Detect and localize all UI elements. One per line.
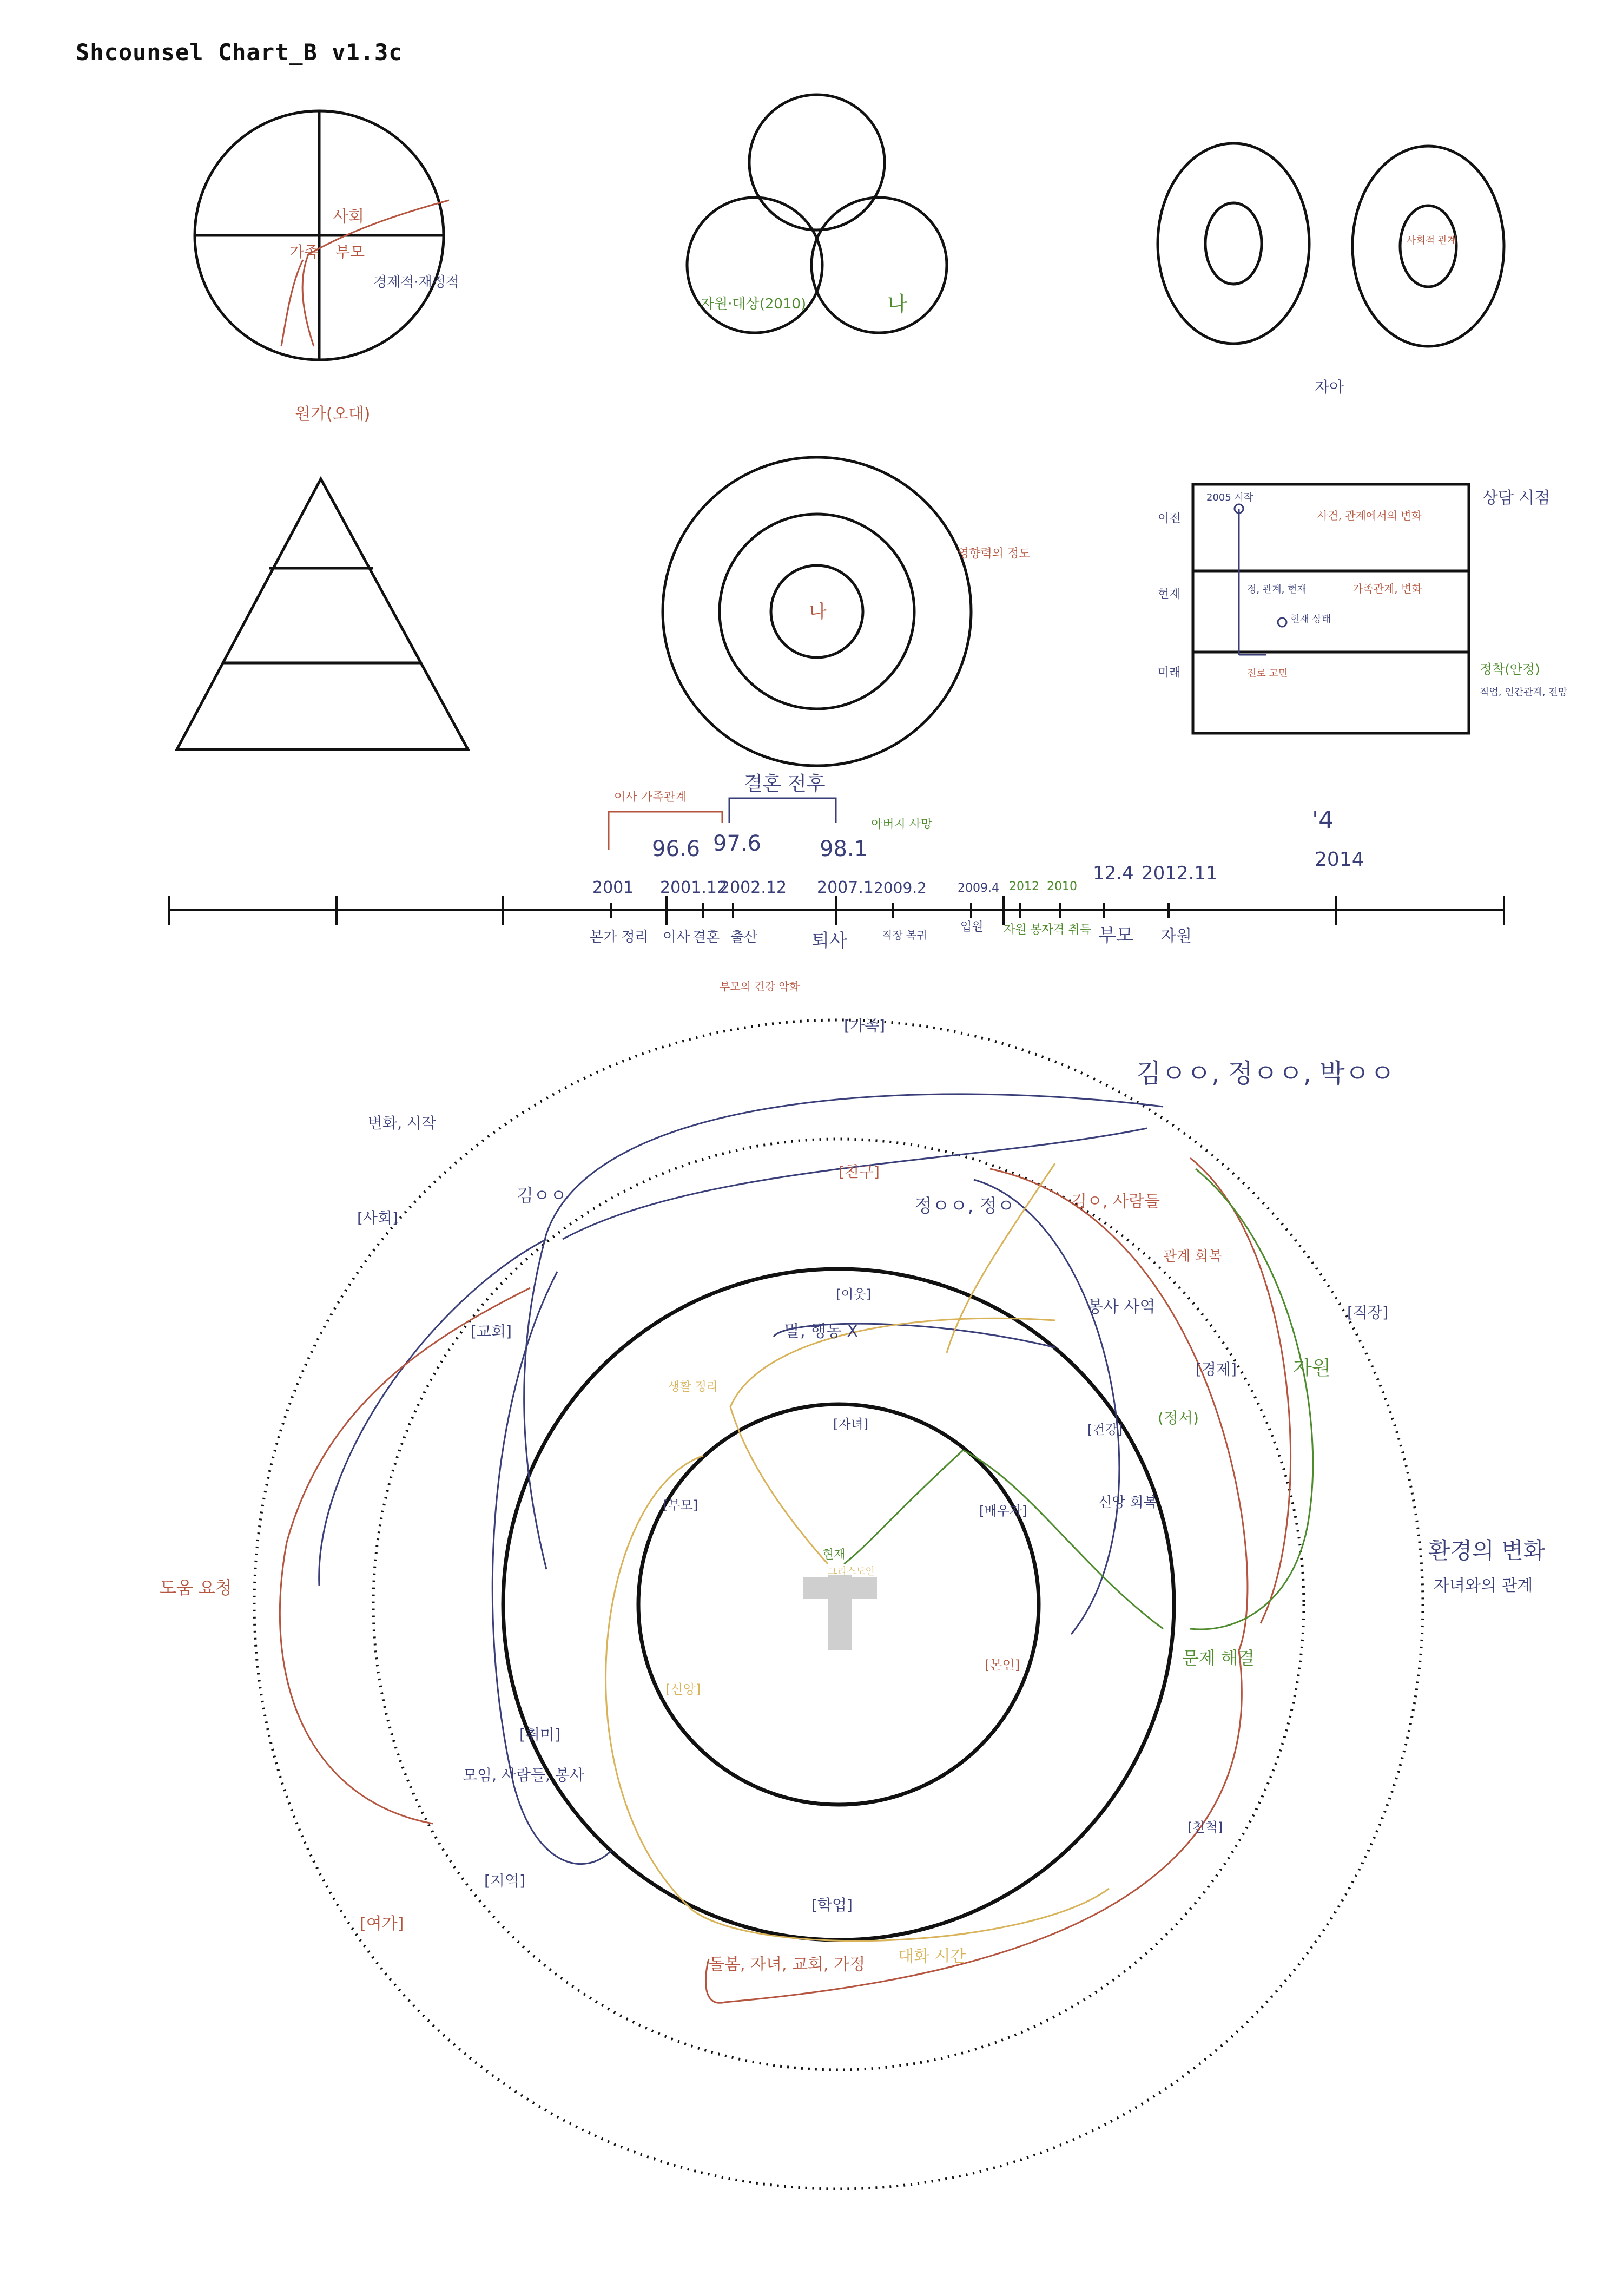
life-map-note-9: 말, 행동 X bbox=[784, 1322, 859, 1341]
timeline-date-6: 2009.4 bbox=[958, 881, 999, 895]
ring-label-16: [지역] bbox=[484, 1872, 525, 1890]
concentric-side-note: 영향력의 정도 bbox=[958, 547, 1031, 561]
layers-note-3: 정, 관계, 현재 bbox=[1247, 584, 1307, 595]
quadrant-red-arrow bbox=[302, 200, 449, 346]
timeline-green-note: 아버지 사망 bbox=[871, 818, 933, 831]
life-map-note-16: 모임, 사람들, 봉사 bbox=[463, 1766, 584, 1784]
ovals-inner-label: 사회적 관계 bbox=[1407, 235, 1457, 246]
life-map-note-3: 정ㅇㅇ, 정ㅇ bbox=[914, 1195, 1015, 1217]
timeline-event-6: 직장 복귀 bbox=[882, 929, 927, 942]
pyramid-template bbox=[177, 479, 468, 749]
timeline-date-3: 2002.12 bbox=[720, 878, 787, 897]
concentric-center-label: 나 bbox=[809, 601, 827, 623]
timeline-event-7: 입원 bbox=[960, 920, 984, 934]
quadrant-label-family: 가족 bbox=[289, 243, 319, 261]
life-map-note-17: 돌봄, 자녀, 교회, 가정 bbox=[709, 1955, 866, 1974]
timeline-bracket-label: 결혼 전후 bbox=[744, 773, 826, 795]
timeline-date-7: 2012 bbox=[1009, 880, 1039, 893]
timeline-date-2: 2001.12 bbox=[660, 878, 728, 897]
life-map-note-15: 도움 요청 bbox=[160, 1577, 232, 1598]
ring-label-4: [친구] bbox=[839, 1163, 880, 1181]
timeline-date-9: 12.4 bbox=[1093, 863, 1134, 884]
layers-row-label-future: 미래 bbox=[1158, 666, 1181, 680]
ring-label-9: [자녀] bbox=[833, 1417, 869, 1432]
quadrant-circle-template bbox=[195, 111, 444, 360]
ring-label-12: [본인] bbox=[985, 1657, 1020, 1673]
timeline-bracket bbox=[729, 798, 836, 823]
layers-row-label-present: 현재 bbox=[1158, 588, 1181, 601]
quadrant-label-parents: 부모 bbox=[335, 243, 365, 261]
layers-note-8: 직업, 인간관계, 전망 bbox=[1480, 687, 1567, 698]
timeline-top-date-2: 97.6 bbox=[713, 831, 762, 856]
life-map-note-12: 문제 해결 bbox=[1182, 1648, 1255, 1668]
layers-box-arrow bbox=[1239, 509, 1266, 655]
life-map-note-13: 환경의 변화 bbox=[1428, 1537, 1546, 1564]
ring-label-17: [학업] bbox=[812, 1896, 853, 1914]
layers-note-6: 진로 고민 bbox=[1247, 668, 1288, 679]
ring-label-1: [가족] bbox=[844, 1017, 885, 1035]
life-map-note-5: 관계 회복 bbox=[1163, 1248, 1222, 1265]
life-map-note-8: (정서) bbox=[1158, 1409, 1199, 1427]
life-map-note-6: 봉사 사역 bbox=[1087, 1298, 1156, 1317]
timeline-event-10: 부모 bbox=[1098, 925, 1134, 946]
relationship-curves bbox=[280, 1094, 1312, 2003]
life-map-note-11: 신앙 회복 bbox=[1098, 1495, 1157, 1511]
life-map-note-20: 그리스도인 bbox=[828, 1566, 875, 1577]
timeline-top-date-3: 98.1 bbox=[820, 837, 868, 861]
timeline-date-4: 2007.1 bbox=[817, 878, 874, 897]
timeline-event-12: 부모의 건강 악화 bbox=[720, 980, 800, 993]
timeline-event-1: 본가 정리 bbox=[590, 929, 649, 945]
ring-label-14: [취미] bbox=[519, 1726, 560, 1744]
ring-label-10: [부모] bbox=[663, 1498, 698, 1513]
life-map-note-14: 자녀와의 관계 bbox=[1434, 1576, 1533, 1595]
page-title: Shcounsel Chart_B v1.3c bbox=[76, 39, 403, 65]
life-map-note-10: 생활 정리 bbox=[668, 1380, 718, 1394]
quadrant-caption: 원가(오대) bbox=[295, 405, 371, 424]
timeline-date-10: 2012.11 bbox=[1142, 863, 1218, 884]
timeline-event-2: 이사 bbox=[663, 929, 690, 945]
timeline-event-4: 출산 bbox=[730, 929, 758, 945]
life-map-note-19: 현재 bbox=[822, 1548, 846, 1562]
ring-label-2: [사회] bbox=[357, 1209, 398, 1227]
timeline-left-note: 이사 가족관계 bbox=[614, 791, 687, 804]
timeline-event-11: 자원 bbox=[1160, 927, 1192, 946]
layers-note-5: 현재 상태 bbox=[1290, 614, 1331, 625]
timeline-date-8: 2010 bbox=[1047, 880, 1077, 893]
layers-note-4: 가족관계, 변화 bbox=[1352, 582, 1422, 595]
timeline-date-1: 2001 bbox=[592, 878, 634, 897]
ring-label-6: [경제] bbox=[1196, 1360, 1237, 1378]
life-map-note-7: 자원 bbox=[1293, 1357, 1331, 1379]
ring-label-3: [직장] bbox=[1347, 1304, 1388, 1321]
ring-label-18: [여가] bbox=[360, 1915, 404, 1933]
layers-side-note: 상담 시점 bbox=[1482, 489, 1551, 508]
venn-label-self: 나 bbox=[887, 292, 907, 316]
timeline-event-5: 퇴사 bbox=[812, 930, 847, 952]
timeline-event-3: 결혼 bbox=[692, 929, 720, 945]
layers-row-label-past: 이전 bbox=[1158, 512, 1181, 525]
layers-note-1: 2005 시작 bbox=[1206, 492, 1253, 503]
timeline-event-9: 자격 취득 bbox=[1041, 923, 1092, 937]
ring-label-8: [건강] bbox=[1087, 1422, 1123, 1437]
ring-label-13: [신앙] bbox=[665, 1682, 701, 1697]
life-map-note-2: 김ㅇㅇ bbox=[517, 1185, 567, 1206]
layers-note-7: 정착(안정) bbox=[1480, 662, 1540, 677]
life-map-note-4: 김ㅇ, 사람들 bbox=[1071, 1192, 1160, 1211]
timeline-event-8: 자원 봉사 bbox=[1004, 923, 1054, 937]
quadrant-label-society: 사회 bbox=[333, 207, 364, 226]
venn-label-resources: 자원·대상(2010) bbox=[701, 296, 807, 312]
timeline bbox=[169, 896, 1504, 925]
center-cross-horizontal bbox=[803, 1577, 877, 1599]
life-map-note-18: 대화 시간 bbox=[898, 1947, 966, 1966]
layers-box-node-2 bbox=[1278, 618, 1286, 627]
layers-note-2: 사건, 관계에서의 변화 bbox=[1317, 509, 1422, 522]
timeline-date-5: 2009.2 bbox=[874, 879, 927, 897]
timeline-top-date-1: 96.6 bbox=[652, 837, 701, 861]
life-map-note-1: 변화, 시작 bbox=[368, 1114, 436, 1132]
quadrant-label-finance: 경제적·재정적 bbox=[373, 274, 459, 291]
timeline-top-date-4: '4 bbox=[1312, 806, 1334, 834]
life-map-top-note: 김ㅇㅇ, 정ㅇㅇ, 박ㅇㅇ bbox=[1136, 1058, 1395, 1089]
ovals-caption: 자아 bbox=[1315, 378, 1344, 396]
ring-label-11: [배우자] bbox=[979, 1503, 1027, 1518]
quadrant-red-arrow-2 bbox=[281, 260, 303, 346]
timeline-top-date-5: 2014 bbox=[1315, 848, 1364, 871]
ring-label-5: [교회] bbox=[471, 1323, 512, 1340]
ring-label-7: [이웃] bbox=[836, 1287, 872, 1302]
ring-label-15: [친척] bbox=[1187, 1820, 1223, 1835]
